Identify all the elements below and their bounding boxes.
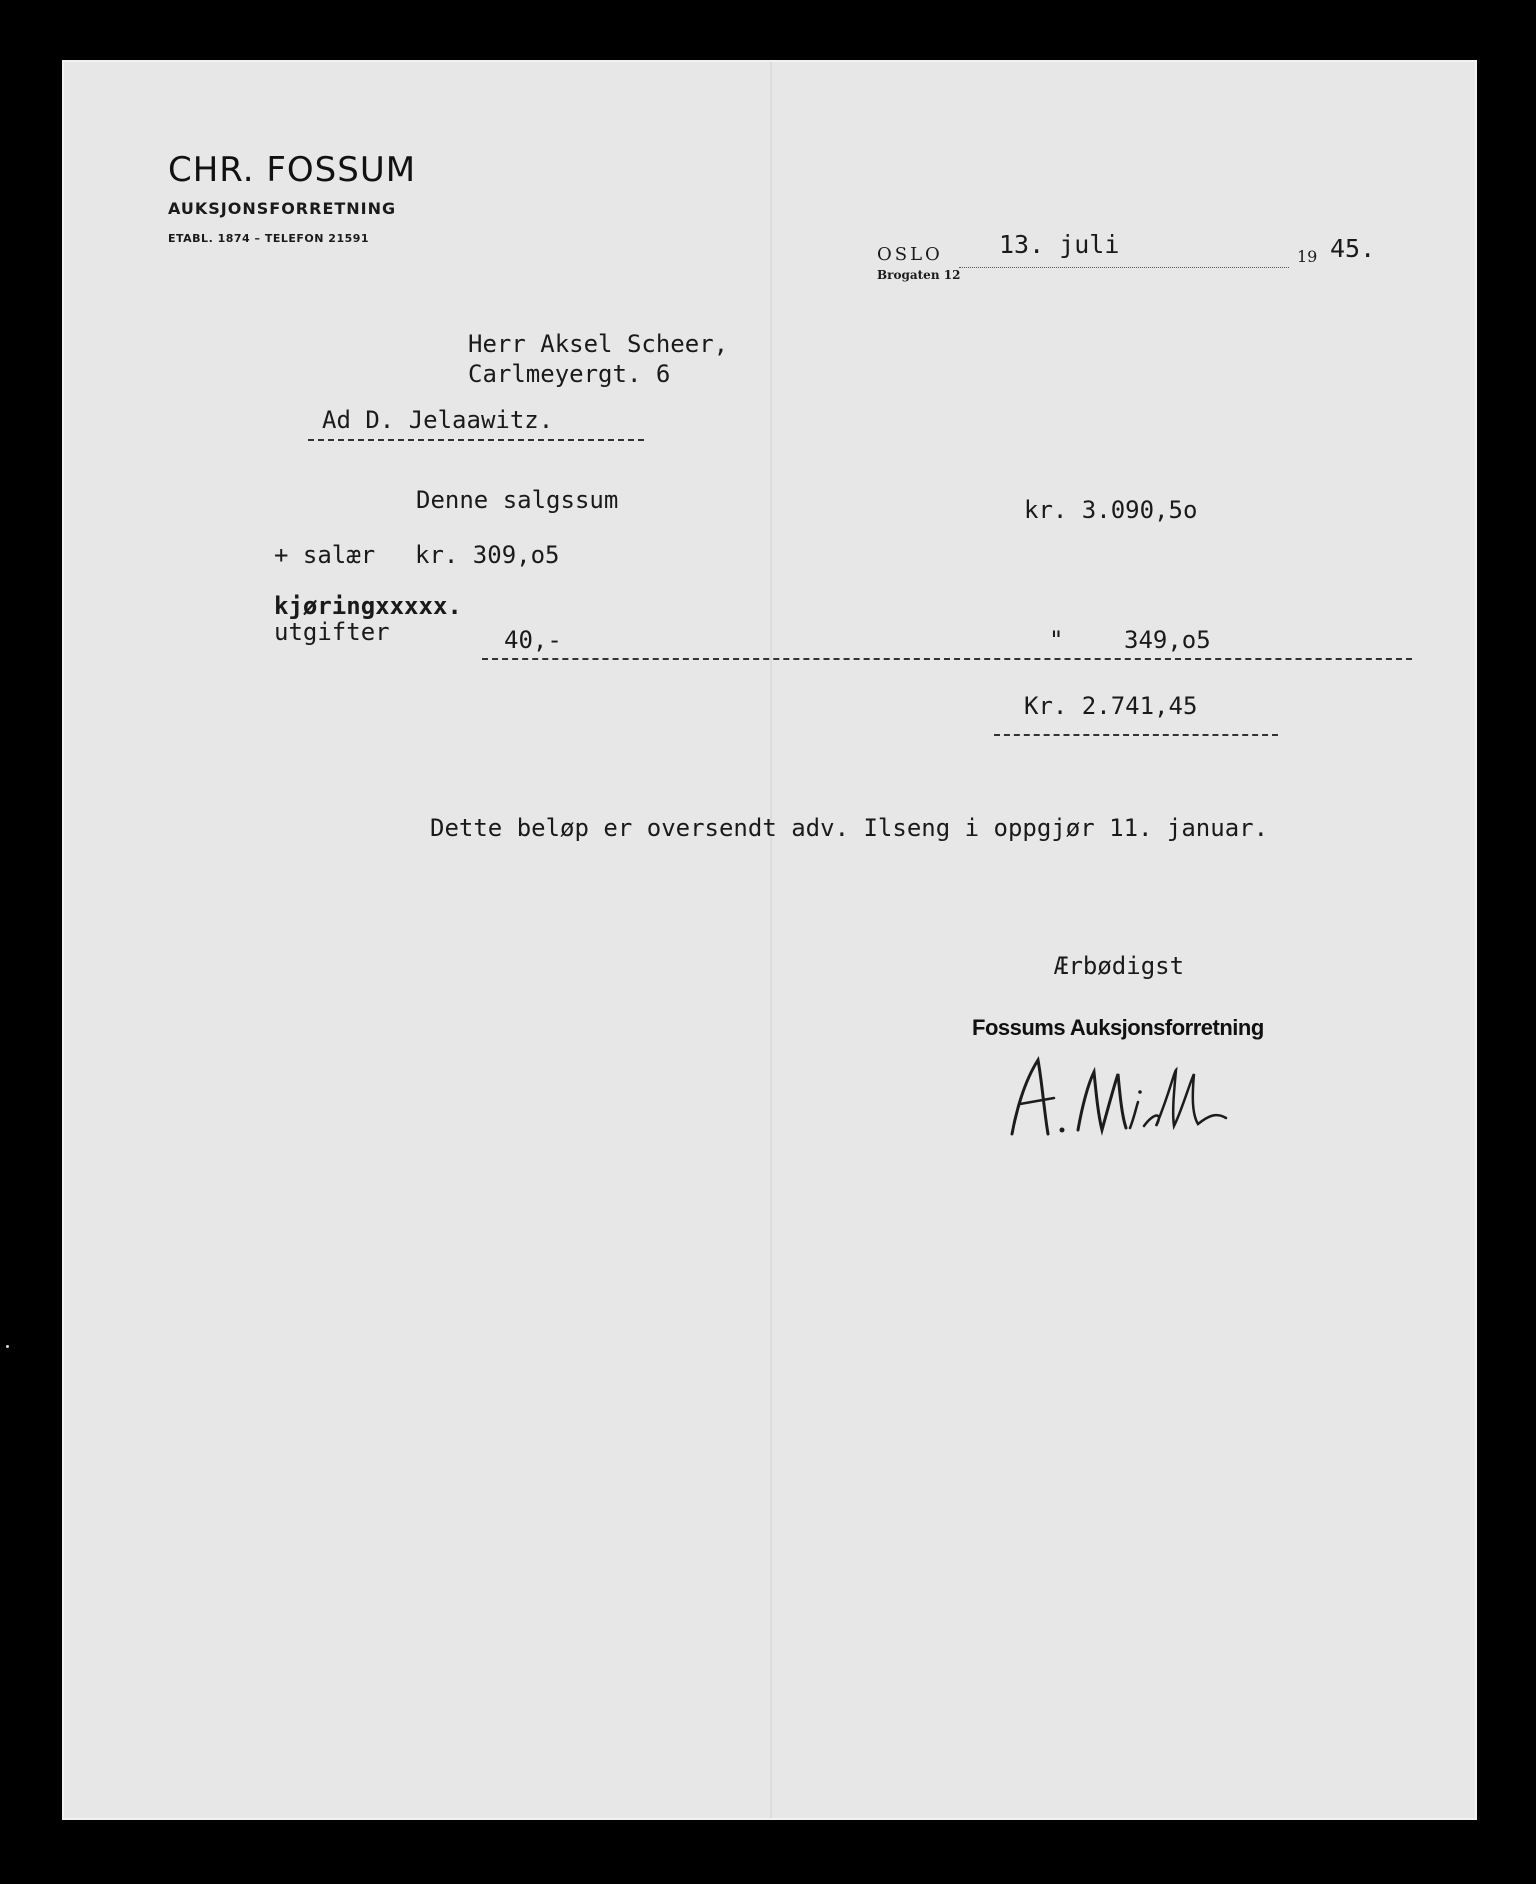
deductions-total: 349,o5	[1124, 626, 1211, 654]
sale-label: Denne salgssum	[416, 486, 619, 514]
dateline-century: 19	[1297, 247, 1318, 266]
letterhead-info: ETABL. 1874 – TELEFON 21591	[168, 232, 370, 245]
dateline-street: Brogaten 12	[877, 268, 961, 282]
dateline-city: OSLO	[877, 244, 943, 265]
recipient-name: Herr Aksel Scheer,	[468, 330, 729, 358]
company-stamp: Fossums Auksjonsforretning	[972, 1015, 1264, 1040]
sale-amount: kr. 3.090,5o	[1024, 496, 1198, 524]
dateline-year: 45.	[1330, 234, 1376, 263]
signature-image	[994, 1052, 1244, 1147]
subject-underline	[308, 439, 644, 441]
letterhead-business: AUKSJONSFORRETNING	[168, 199, 397, 218]
fee-amount: kr. 309,o5	[415, 541, 560, 569]
note-line: Dette beløp er oversendt adv. Ilseng i oppgjør 11. januar.	[430, 814, 1269, 842]
total-underline	[994, 734, 1278, 736]
expenses-amount: 40,-	[504, 626, 562, 654]
expenses-label: utgifter	[274, 618, 390, 646]
subject-line: Ad D. Jelaawitz.	[322, 406, 554, 434]
dust-speck	[6, 1345, 9, 1348]
dateline-date: 13. juli	[999, 230, 1120, 259]
net-total: Kr. 2.741,45	[1024, 692, 1198, 720]
letterhead-company: CHR. FOSSUM	[168, 150, 417, 190]
struck-text: kjøringxxxxx.	[274, 592, 462, 620]
paper-fold	[770, 62, 772, 1818]
fee-label: + salær	[274, 541, 376, 569]
date-dotted-line	[959, 267, 1289, 268]
recipient-address: Carlmeyergt. 6	[468, 360, 671, 388]
ditto-mark: "	[1049, 626, 1064, 654]
closing: Ærbødigst	[1054, 952, 1185, 980]
expenses-underline	[482, 658, 1412, 660]
letter-page	[62, 60, 1477, 1820]
